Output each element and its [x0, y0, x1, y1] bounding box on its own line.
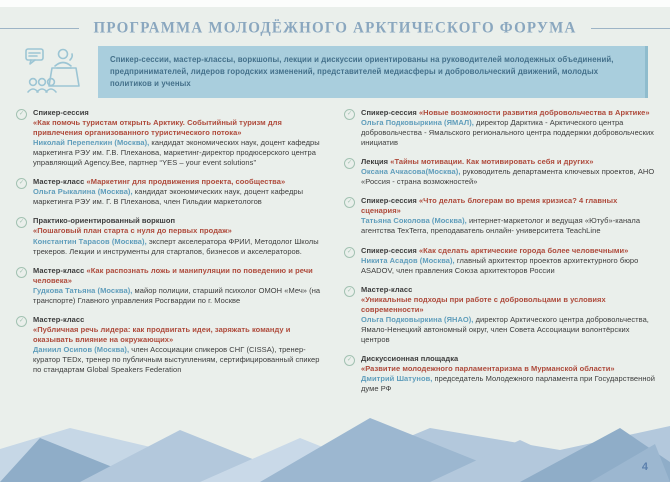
- program-item: [344, 285, 656, 345]
- program-item-heading: [33, 177, 328, 187]
- program-item-body: [361, 256, 656, 276]
- speaker-name: Даниил Осипов (Москва),: [33, 344, 130, 354]
- speaker-description: майор полиции, старший психолог ОМОН «Меч» (на транспорте) Главного управления Росгвардии по г. Москве: [33, 285, 321, 305]
- program-item-body: [33, 286, 328, 306]
- program-column-left: [16, 108, 328, 394]
- audience-banner: [0, 46, 670, 98]
- speaker-name: Никита Асадов (Москва),: [361, 255, 455, 265]
- check-bullet-icon: ✓: [16, 217, 27, 228]
- session-title: «Как помочь туристам открыть Арктику. Событийный туризм для привлечения организованного туристического потока»: [33, 118, 282, 138]
- program-item-content: [361, 246, 656, 276]
- session-type-label: Мастер-класс: [33, 314, 85, 324]
- session-type-label: Спикер-сессия: [361, 108, 417, 117]
- program-item-heading: [361, 108, 656, 118]
- title-divider-line-left: [0, 28, 79, 29]
- speaker-name: Дмитрий Шатунов,: [361, 374, 433, 384]
- speaker-description: директор Дарктика - Арктического центра добровольчества - Ямальского регионального центра поддержки добровольческих инициатив: [361, 118, 654, 148]
- speaker-name: Николай Перепелкин (Москва),: [33, 138, 150, 148]
- program-item-content: [33, 315, 328, 375]
- program-item: [344, 354, 656, 394]
- program-item-body: [361, 167, 656, 187]
- program-item-heading: [33, 266, 328, 286]
- session-type-label: Дискуссионная площадка: [361, 353, 459, 363]
- program-item: [16, 177, 328, 207]
- program-item-heading: [33, 315, 328, 325]
- session-type-label: Мастер-класс: [33, 265, 85, 275]
- speaker-description: эксперт акселератора ФРИИ, Методолог Школы трекеров. Лекции и инструменты для стартапов, бизнесов и акселераторов.: [33, 236, 319, 256]
- program-columns: [0, 108, 670, 394]
- session-type-label: Практико-ориентированный воркшоп: [33, 216, 176, 226]
- banner-box: [98, 46, 648, 98]
- program-item-heading: [361, 354, 656, 364]
- program-item: [344, 196, 656, 236]
- session-type-label: Спикер-сессия: [361, 196, 417, 206]
- session-title: «Новые возможности развития добровольчества в Арктике»: [418, 108, 650, 117]
- check-bullet-icon: ✓: [344, 197, 355, 208]
- title-row: [0, 20, 670, 37]
- program-item-body: [33, 138, 328, 168]
- check-bullet-icon: ✓: [16, 316, 27, 327]
- session-title: «Развитие молодежного парламентаризма в Мурманской области»: [361, 363, 615, 373]
- session-title: «Как распознать ложь и манипуляции по поведению и речи человека»: [33, 265, 313, 285]
- session-title: «Пошаговый план старта с нуля до первых продаж»: [33, 226, 232, 236]
- program-item-body: [361, 374, 656, 394]
- speaker-description: кандидат экономических наук, доцент кафедры маркетинга РЭУ им. Г. В Плеханова, член Гильдии маркетологов: [33, 187, 304, 207]
- banner-text: Спикер-сессии, мастер-классы, воркшопы, лекции и дискуссии ориентированы на руководителей молодежных объединений, предпринимателей, лидеров городских изменений, представителей медиасферы и добровольческий движений, молодых политиков и ученых: [110, 54, 614, 89]
- speaker-description: член Ассоциации спикеров СНГ (CISSA), тренер-куратор TEDx, тренер по публичным выступлениям, сертифицированный спикер по стандартам Global Speakers Federation: [33, 344, 320, 375]
- check-bullet-icon: ✓: [344, 355, 355, 366]
- program-item-title-line: [361, 364, 656, 374]
- program-item-body: [33, 345, 328, 375]
- lowpoly-mountains-background: [0, 404, 670, 482]
- program-item-content: [361, 354, 656, 394]
- check-bullet-icon: ✓: [344, 247, 355, 258]
- program-item-body: [361, 118, 656, 148]
- program-item-body: [361, 216, 656, 236]
- speaker-name: Ольга Подковыркина (ЯМАЛ),: [361, 118, 474, 128]
- check-bullet-icon: ✓: [344, 286, 355, 297]
- program-column-right: [344, 108, 656, 394]
- program-item-heading: [33, 216, 328, 226]
- speaker-name: Ольга Рыкалина (Москва),: [33, 187, 133, 197]
- program-item-content: [33, 266, 328, 306]
- program-item-content: [33, 216, 328, 256]
- check-bullet-icon: ✓: [16, 267, 27, 278]
- program-item-title-line: [361, 295, 656, 315]
- speaker-name: Гудкова Татьяна (Москва),: [33, 285, 133, 295]
- speaker-description: директор Арктического центра добровольчества, Ямало-Ненецкий автономный округ, член Совета Ассоциации волонтёрских центров: [361, 314, 649, 344]
- speaker-description: председатель Молодежного парламента при Государственной думе РФ: [361, 374, 655, 394]
- program-item-content: [361, 196, 656, 236]
- session-title: «Публичная речь лидера: как продвигать идеи, заряжать команду и оказывать влияние на окружающих»: [33, 324, 291, 344]
- program-item-heading: [361, 285, 656, 295]
- top-white-strip: [0, 0, 670, 7]
- page-title: ПРОГРАММА МОЛОДЁЖНОГО АРКТИЧЕСКОГО ФОРУМА: [93, 19, 577, 37]
- program-item-content: [361, 157, 656, 187]
- session-title: «Уникальные подходы при работе с добровольцами в условиях современности»: [361, 294, 606, 314]
- speaker-name: Оксана Ачкасова(Москва),: [361, 167, 461, 177]
- program-item: [16, 266, 328, 306]
- speaker-description: интернет-маркетолог и ведущая «Ютуб»-канала агентства TexTerra, преподаватель онлайн- университета TeachLine: [361, 216, 641, 236]
- program-item-body: [361, 315, 656, 345]
- session-type-label: Спикер-сессия: [33, 108, 89, 117]
- program-item: [16, 108, 328, 168]
- program-item-content: [33, 177, 328, 207]
- speaker-name: Ольга Подковыркина (ЯНАО),: [361, 314, 474, 324]
- speaker-name: Татьяна Соколова (Москва),: [361, 216, 467, 226]
- session-type-label: Спикер-сессия: [361, 245, 417, 255]
- program-item: [16, 315, 328, 375]
- program-item-content: [361, 285, 656, 345]
- title-divider-line-right: [591, 28, 670, 29]
- program-item-content: [33, 108, 328, 168]
- check-bullet-icon: ✓: [344, 158, 355, 169]
- program-item: [344, 246, 656, 276]
- session-title: «Как сделать арктические города более человечными»: [418, 245, 629, 255]
- program-item-body: [33, 237, 328, 257]
- program-item-content: [361, 108, 656, 148]
- session-title: «Что делать блогерам во время кризиса? 4 главных сценария»: [361, 196, 618, 216]
- session-type-label: Мастер-класс: [361, 284, 413, 294]
- program-item-title-line: [33, 226, 328, 236]
- program-item-body: [33, 187, 328, 207]
- session-title: «Тайны мотивации. Как мотивировать себя и других»: [390, 157, 594, 167]
- program-item: [16, 216, 328, 256]
- session-type-label: Лекция: [361, 157, 389, 167]
- speaker-description: руководитель департамента ключевых проектов, АНО «Россия - страна возможностей»: [361, 167, 655, 187]
- program-item: [344, 108, 656, 148]
- speaker-description: главный архитектор проектов архитектурного бюро ASADOV, член правления Союза архитекторов России: [361, 255, 639, 275]
- program-item: [344, 157, 656, 187]
- speaker-description: кандидат экономических наук, доцент кафедры маркетинга РЭУ им. Г.В. Плеханова, маркетинг-директор продюсерского центра управляющий Agency.Bee, партнер “YES – your event solutions”: [33, 138, 320, 168]
- page-number: 4: [641, 461, 648, 473]
- check-bullet-icon: ✓: [16, 178, 27, 189]
- session-title: «Маркетинг для продвижения проекта, сообщества»: [86, 177, 286, 187]
- program-item-heading: [361, 196, 656, 216]
- speaker-podium-icon: [24, 46, 86, 98]
- program-item-heading: [361, 157, 656, 167]
- speaker-name: Константин Тарасов (Москва),: [33, 236, 147, 246]
- program-item-heading: [361, 246, 656, 256]
- session-type-label: Мастер-класс: [33, 177, 85, 187]
- program-item-heading: [33, 108, 328, 118]
- check-bullet-icon: ✓: [16, 109, 27, 120]
- program-item-title-line: [33, 118, 328, 138]
- check-bullet-icon: ✓: [344, 109, 355, 120]
- program-item-title-line: [33, 325, 328, 345]
